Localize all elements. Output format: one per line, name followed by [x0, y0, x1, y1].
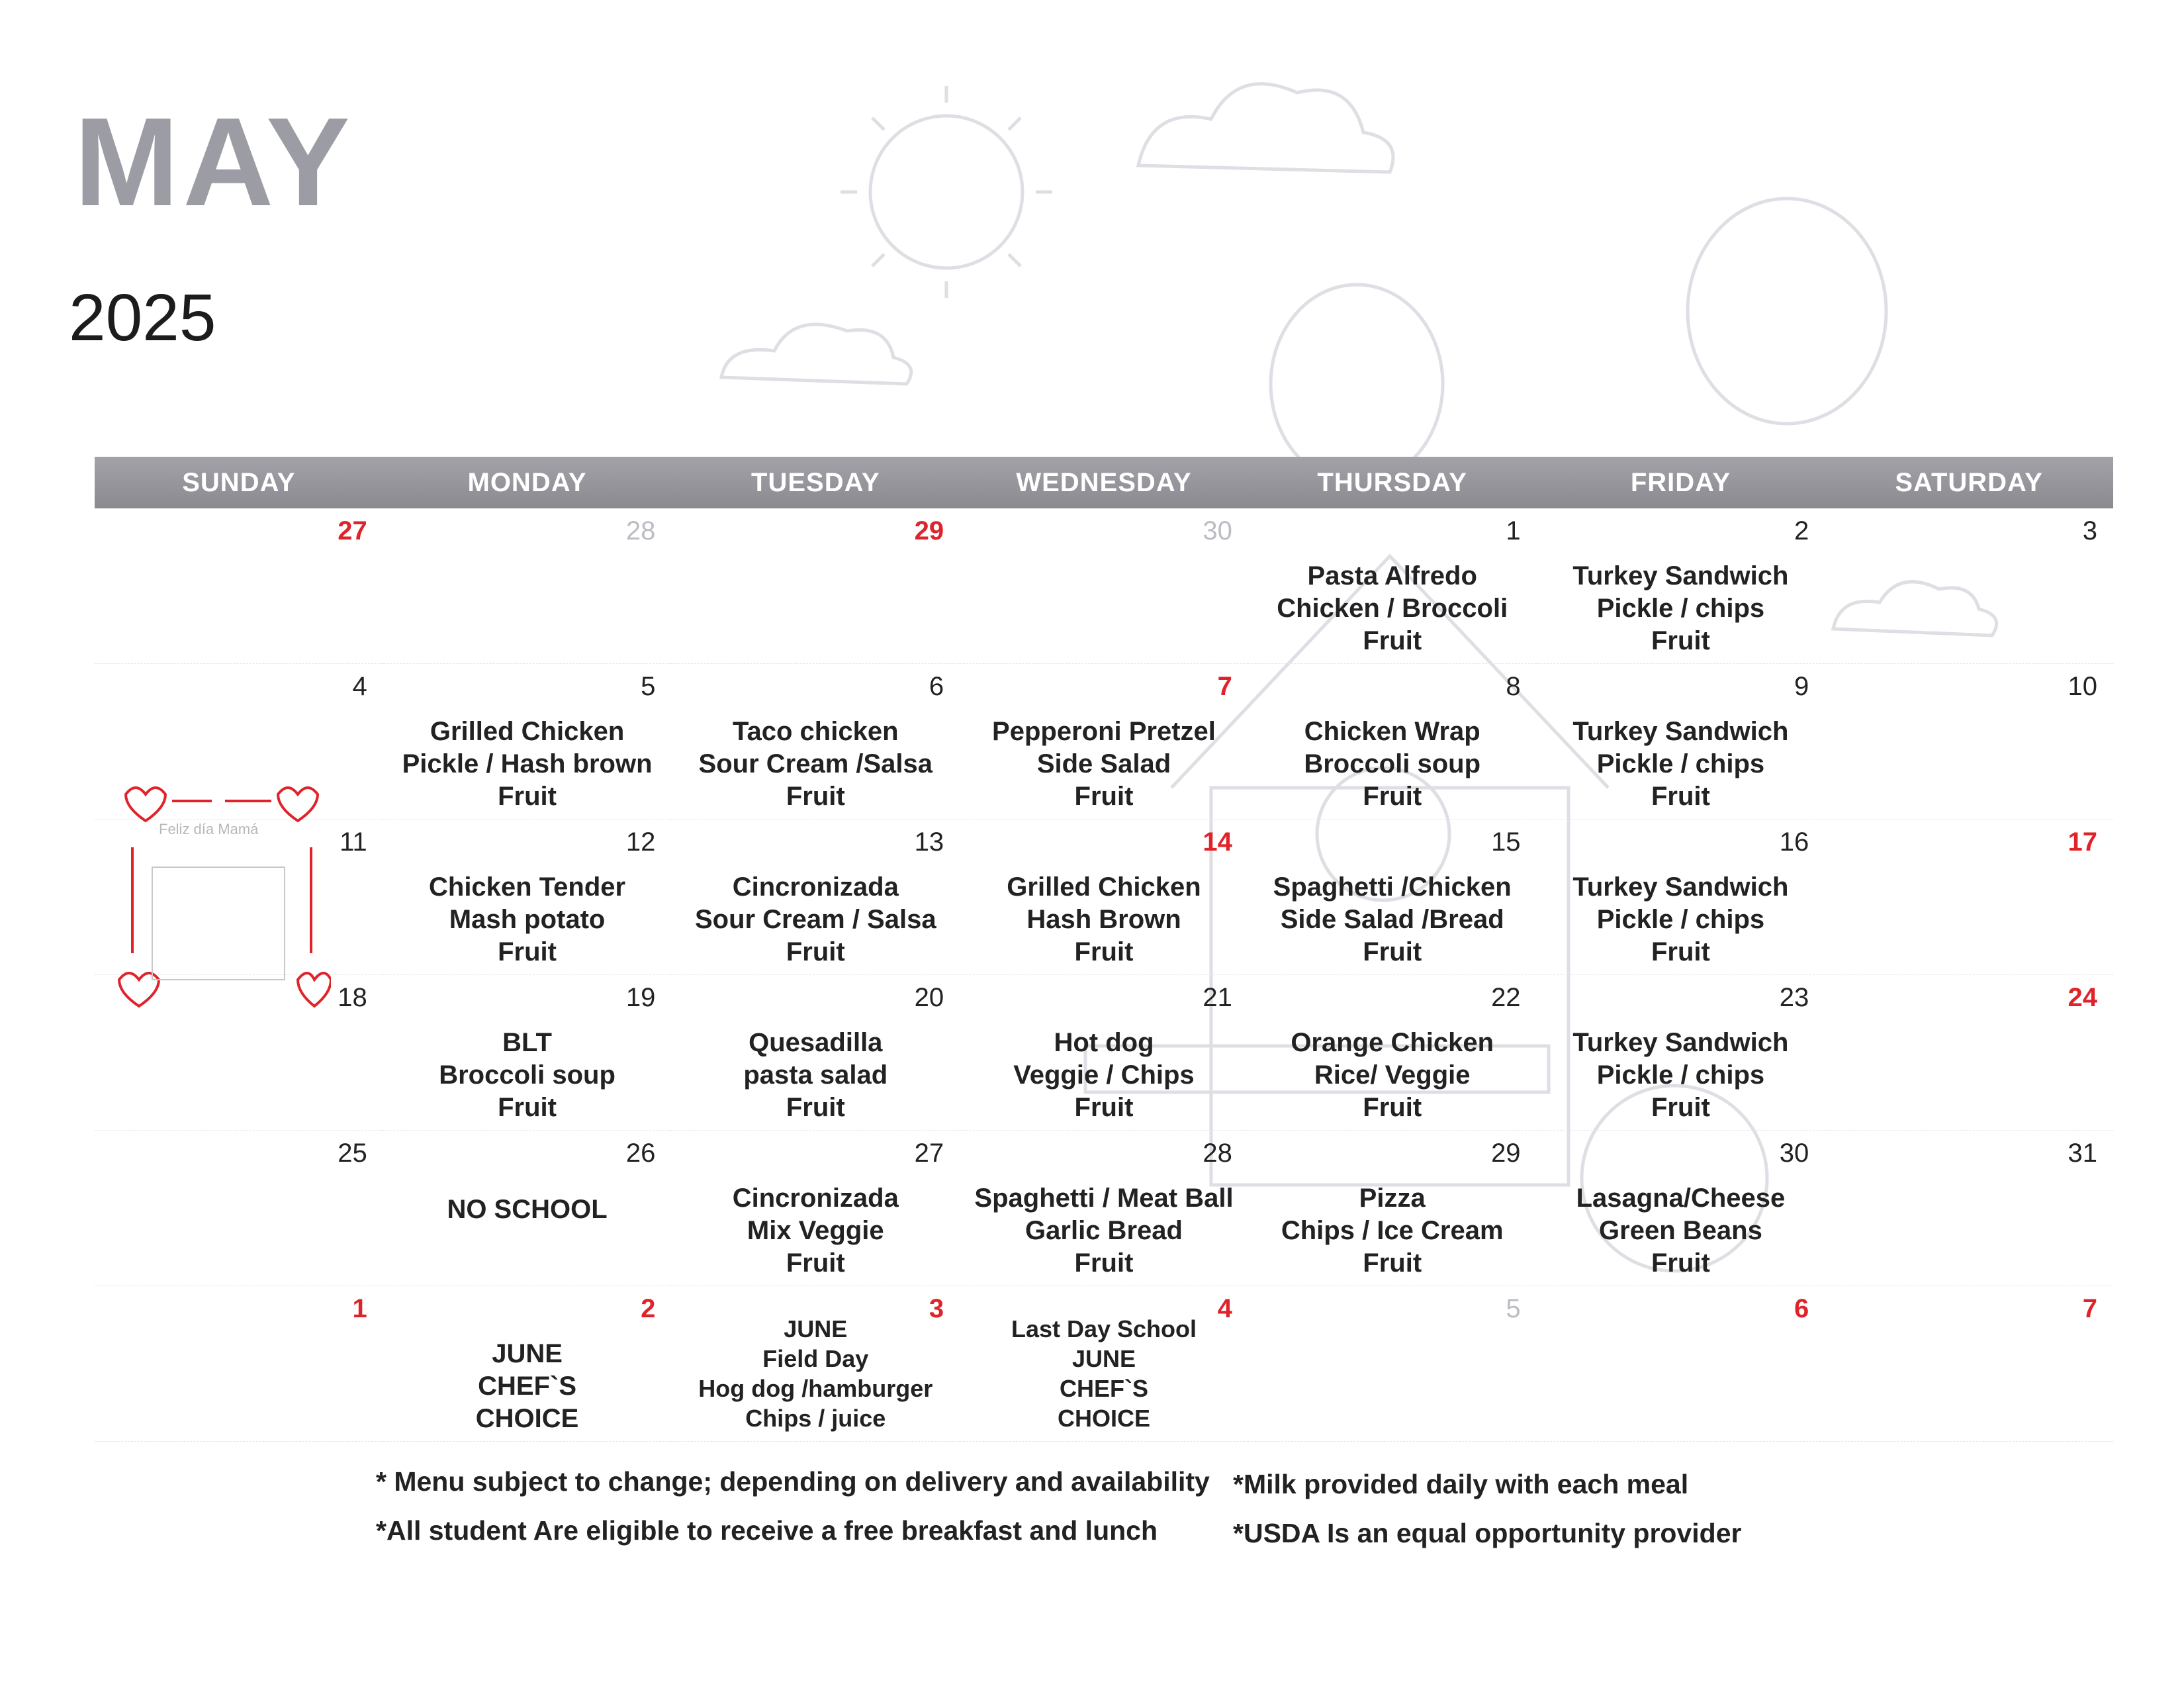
meal-line: JUNE: [492, 1339, 563, 1368]
footnote-free-meals: *All student Are eligible to receive a free breakfast and lunch: [376, 1515, 1158, 1546]
meal-line: Fruit: [1074, 937, 1134, 966]
meal-line: JUNE: [1071, 1345, 1136, 1372]
calendar-day-cell: [383, 1286, 672, 1442]
meal-line: Taco chicken: [733, 717, 899, 746]
day-number: 5: [1506, 1294, 1521, 1323]
day-number: 19: [625, 983, 656, 1012]
calendar-day-cell: [1537, 664, 1825, 820]
footnote-menu-change: * Menu subject to change; depending on delivery and availability: [376, 1466, 1210, 1497]
meal-line: Fruit: [1363, 937, 1422, 966]
calendar-day-cell: [1537, 1131, 1825, 1286]
meal-line: Chicken Wrap: [1304, 717, 1480, 746]
meal-line: Chicken / Broccoli: [1277, 594, 1508, 623]
day-number: 29: [914, 516, 944, 545]
meal-line: Lasagna/Cheese: [1576, 1184, 1786, 1213]
calendar-day-cell: [383, 975, 672, 1131]
bird-icon: [1271, 285, 1443, 483]
meal-line: Quesadilla: [749, 1028, 883, 1057]
meal-line: Fruit: [1363, 1248, 1422, 1278]
meal-line: Broccoli soup: [1304, 749, 1481, 778]
meal-menu: [1248, 560, 1537, 657]
meal-line: Green Beans: [1599, 1216, 1762, 1245]
meal-menu: [960, 871, 1248, 968]
meal-menu: [1537, 560, 1825, 657]
meal-line: Fruit: [786, 1248, 845, 1278]
calendar-day-cell: [960, 664, 1248, 820]
day-number: 30: [1203, 516, 1232, 545]
day-number: 28: [1203, 1139, 1232, 1168]
meal-line: Turkey Sandwich: [1572, 872, 1789, 902]
day-number: 22: [1491, 983, 1521, 1012]
calendar-day-cell: [383, 664, 672, 820]
meal-line: Turkey Sandwich: [1572, 717, 1789, 746]
day-number: 29: [1491, 1139, 1521, 1168]
calendar-day-cell: [1248, 975, 1537, 1131]
meal-line: Fruit: [1651, 1248, 1710, 1278]
calendar-day-cell: [383, 1131, 672, 1286]
meal-line: Spaghetti /Chicken: [1273, 872, 1512, 902]
meal-line: JUNE: [784, 1315, 848, 1342]
meal-line: Turkey Sandwich: [1572, 561, 1789, 590]
weekday-monday: MONDAY: [467, 467, 587, 497]
calendar-day-cell: [95, 508, 383, 664]
calendar-day-cell: [671, 664, 960, 820]
day-number: 27: [914, 1139, 944, 1168]
day-number: 26: [625, 1139, 656, 1168]
calendar-day-cell: [960, 1286, 1248, 1442]
meal-line: Chips / juice: [745, 1405, 886, 1432]
month-title: MAY: [74, 92, 354, 232]
meal-line: Hot dog: [1054, 1028, 1154, 1057]
meal-line: Pasta Alfredo: [1307, 561, 1477, 590]
calendar-day-cell: [960, 1131, 1248, 1286]
weekday-header: [95, 457, 2113, 508]
meal-line: Fruit: [1074, 1248, 1134, 1278]
meal-menu: [671, 1182, 960, 1280]
meal-line: Grilled Chicken: [1007, 872, 1201, 902]
meal-line: Fruit: [498, 782, 557, 811]
day-number: 3: [2082, 516, 2097, 545]
meal-line: Turkey Sandwich: [1572, 1028, 1789, 1057]
meal-line: Pickle / chips: [1596, 905, 1765, 934]
meal-line: Pickle / Hash brown: [402, 749, 653, 778]
meal-line: Mash potato: [449, 905, 606, 934]
calendar-day-cell: [1248, 1286, 1537, 1442]
calendar-day-cell: [960, 508, 1248, 664]
calendar-day-cell: [671, 975, 960, 1131]
meal-line: Pickle / chips: [1596, 749, 1765, 778]
day-number: 2: [641, 1294, 656, 1323]
meal-line: CHEF`S: [1059, 1375, 1148, 1402]
calendar-day-cell: [95, 1286, 383, 1442]
day-number: 31: [2068, 1139, 2097, 1168]
meal-line: Fruit: [1651, 937, 1710, 966]
day-number: 2: [1794, 516, 1809, 545]
meal-menu: [383, 1338, 672, 1435]
meal-menu: [1537, 1182, 1825, 1280]
weekday-thursday: THURSDAY: [1317, 467, 1467, 497]
day-number: 13: [914, 827, 944, 857]
calendar-day-cell: [95, 1131, 383, 1286]
calendar-day-cell: [1825, 975, 2113, 1131]
meal-line: Pickle / chips: [1596, 594, 1765, 623]
meal-line: Broccoli soup: [439, 1060, 615, 1090]
day-number: 14: [1203, 827, 1232, 857]
meal-line: NO SCHOOL: [447, 1195, 608, 1224]
calendar-day-cell: [671, 820, 960, 975]
day-number: 17: [2068, 827, 2097, 857]
sun-icon: [870, 116, 1023, 268]
meal-menu: [671, 1314, 960, 1433]
calendar-day-cell: [1537, 1286, 1825, 1442]
meal-menu: [671, 716, 960, 813]
meal-line: pasta salad: [743, 1060, 888, 1090]
day-number: 4: [352, 672, 367, 701]
meal-menu: [1248, 716, 1537, 813]
meal-line: Last Day School: [1011, 1315, 1197, 1342]
day-number: 5: [641, 672, 656, 701]
meal-line: Fruit: [498, 937, 557, 966]
meal-line: Fruit: [786, 937, 845, 966]
footnote-usda: *USDA Is an equal opportunity provider: [1233, 1518, 1742, 1548]
calendar-day-cell: [1825, 508, 2113, 664]
meal-line: Cincronizada: [732, 1184, 899, 1213]
meal-line: Sour Cream /Salsa: [698, 749, 933, 778]
day-number: 23: [1779, 983, 1809, 1012]
meal-line: CHEF`S: [478, 1372, 576, 1401]
day-number: 8: [1506, 672, 1521, 701]
calendar-day-cell: [1825, 664, 2113, 820]
meal-menu: [671, 871, 960, 968]
day-number: 6: [929, 672, 944, 701]
calendar-day-cell: [1248, 1131, 1537, 1286]
meal-line: Fruit: [1363, 1093, 1422, 1122]
meal-line: Rice/ Veggie: [1314, 1060, 1471, 1090]
calendar-day-cell: [1248, 508, 1537, 664]
calendar-day-cell: [383, 820, 672, 975]
day-number: 1: [352, 1294, 367, 1323]
day-number: 1: [1506, 516, 1521, 545]
meal-menu: [960, 716, 1248, 813]
meal-line: CHOICE: [1057, 1405, 1150, 1432]
weekday-sunday: SUNDAY: [182, 467, 296, 497]
meal-menu: [1248, 871, 1537, 968]
meal-menu: [383, 1194, 672, 1226]
meal-line: Fruit: [498, 1093, 557, 1122]
meal-line: Fruit: [1074, 1093, 1134, 1122]
calendar-day-cell: [1825, 1286, 2113, 1442]
calendar-day-cell: [1825, 1131, 2113, 1286]
meal-line: Fruit: [786, 782, 845, 811]
meal-line: Grilled Chicken: [430, 717, 625, 746]
calendar-day-cell: [960, 975, 1248, 1131]
day-number: 12: [625, 827, 656, 857]
day-number: 10: [2068, 672, 2097, 701]
calendar-day-cell: [1537, 820, 1825, 975]
meal-menu: [960, 1027, 1248, 1124]
meal-line: Cincronizada: [732, 872, 899, 902]
heart-icon: [126, 788, 165, 821]
meal-menu: [1248, 1182, 1537, 1280]
meal-line: Veggie / Chips: [1013, 1060, 1195, 1090]
sun-rays-icon: [841, 86, 1052, 298]
meal-line: Side Salad: [1036, 749, 1171, 778]
weekday-wednesday: WEDNESDAY: [1016, 467, 1192, 497]
day-number: 11: [340, 827, 367, 857]
day-number: 24: [2068, 983, 2097, 1012]
meal-line: Hash Brown: [1026, 905, 1181, 934]
day-number: 20: [914, 983, 944, 1012]
weekday-saturday: SATURDAY: [1895, 467, 2043, 497]
calendar-day-cell: [960, 820, 1248, 975]
calendar-day-cell: [1825, 820, 2113, 975]
meal-line: Fruit: [786, 1093, 845, 1122]
year-title: 2025: [69, 281, 216, 355]
day-number: 30: [1779, 1139, 1809, 1168]
meal-line: Fruit: [1074, 782, 1134, 811]
calendar-day-cell: [1248, 820, 1537, 975]
meal-line: Pickle / chips: [1596, 1060, 1765, 1090]
meal-menu: [1537, 871, 1825, 968]
meal-line: Hog dog /hamburger: [698, 1375, 933, 1402]
meal-menu: [1537, 716, 1825, 813]
cloud-icon: [1138, 84, 1393, 172]
calendar-day-cell: [671, 508, 960, 664]
calendar-day-cell: [1537, 508, 1825, 664]
calendar-day-cell: [671, 1131, 960, 1286]
weekday-tuesday: TUESDAY: [751, 467, 880, 497]
day-number: 7: [1217, 672, 1232, 701]
day-number: 3: [929, 1294, 944, 1323]
meal-line: Chicken Tender: [429, 872, 626, 902]
bird-icon: [1688, 199, 1886, 424]
day-number: 28: [625, 516, 656, 545]
meal-line: Fruit: [1651, 782, 1710, 811]
stamp-text: Feliz día Mamá: [159, 821, 259, 837]
day-number: 25: [338, 1139, 367, 1168]
day-number: 21: [1203, 983, 1232, 1012]
meal-menu: [1537, 1027, 1825, 1124]
meal-line: Sour Cream / Salsa: [694, 905, 936, 934]
day-number: 7: [2082, 1294, 2097, 1323]
meal-line: Spaghetti / Meat Ball: [974, 1184, 1234, 1213]
mothers-day-stamp: [113, 774, 331, 1039]
calendar-day-cell: [1248, 664, 1537, 820]
calendar-day-cell: [383, 508, 672, 664]
meal-line: Fruit: [1363, 626, 1422, 655]
heart-icon: [298, 973, 331, 1006]
meal-menu: [671, 1027, 960, 1124]
day-number: 18: [338, 983, 367, 1012]
meal-line: Pepperoni Pretzel: [992, 717, 1216, 746]
meal-menu: [383, 716, 672, 813]
weekday-friday: FRIDAY: [1630, 467, 1731, 497]
meal-menu: [1248, 1027, 1537, 1124]
calendar-day-cell: [671, 1286, 960, 1442]
day-number: 9: [1794, 672, 1809, 701]
meal-line: Pizza: [1359, 1184, 1426, 1213]
heart-icon: [278, 788, 318, 821]
meal-line: Fruit: [1363, 782, 1422, 811]
calendar-day-cell: [1537, 975, 1825, 1131]
meal-line: Mix Veggie: [747, 1216, 884, 1245]
day-number: 16: [1779, 827, 1809, 857]
footnote-milk: *Milk provided daily with each meal: [1233, 1469, 1689, 1499]
calendar-grid: [95, 508, 2113, 1442]
meal-menu: [383, 1027, 672, 1124]
day-number: 15: [1491, 827, 1521, 857]
day-number: 27: [338, 516, 367, 545]
meal-menu: [960, 1182, 1248, 1280]
meal-line: Garlic Bread: [1025, 1216, 1183, 1245]
meal-line: Side Salad /Bread: [1280, 905, 1504, 934]
meal-line: CHOICE: [475, 1404, 579, 1433]
day-number: 6: [1794, 1294, 1809, 1323]
meal-line: BLT: [502, 1028, 552, 1057]
cloud-icon: [721, 324, 911, 384]
day-number: 4: [1217, 1294, 1232, 1323]
meal-line: Orange Chicken: [1291, 1028, 1494, 1057]
meal-line: Chips / Ice Cream: [1281, 1216, 1504, 1245]
meal-line: Fruit: [1651, 1093, 1710, 1122]
meal-menu: [960, 1314, 1248, 1433]
meal-line: Fruit: [1651, 626, 1710, 655]
meal-line: Field Day: [762, 1345, 869, 1372]
meal-menu: [383, 871, 672, 968]
